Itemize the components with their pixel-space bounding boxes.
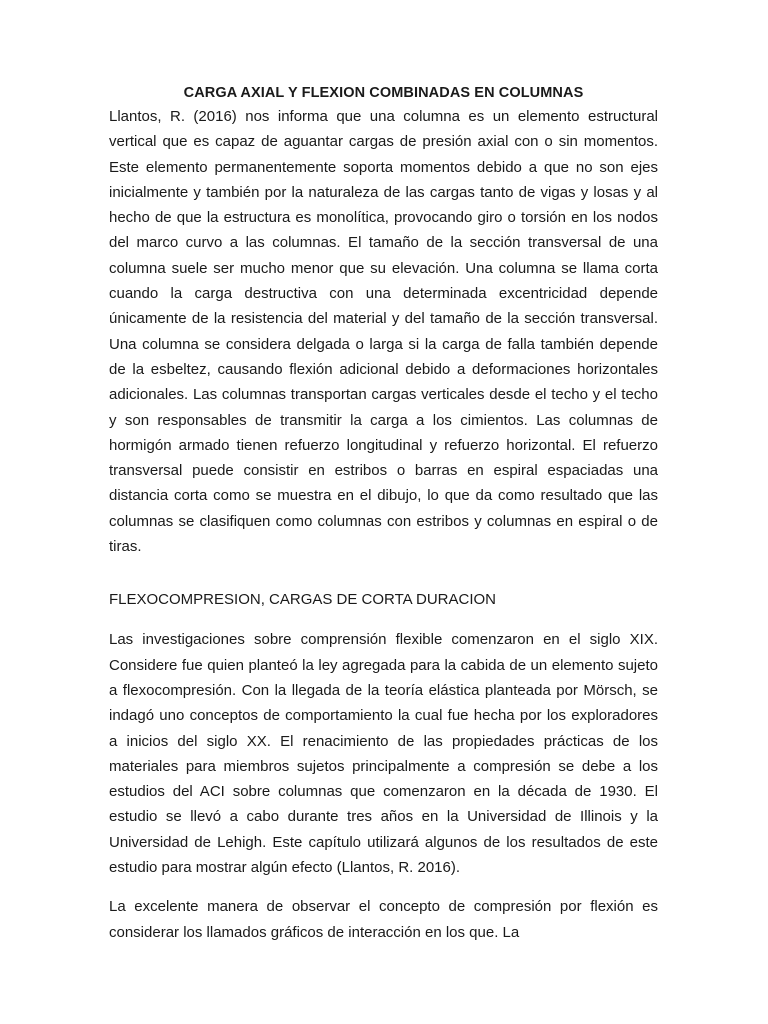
section-heading: FLEXOCOMPRESION, CARGAS DE CORTA DURACION xyxy=(109,591,497,609)
document-page xyxy=(109,83,658,945)
body-paragraph-1: Llantos, R. (2016) nos informa que una columna es un elemento estructural vertical que es capaz de aguantar cargas de presión axial con o sin momentos. Este elemento permanentemente soporta momentos debido a que no son ejes inicialmente y también por la naturaleza de las cargas tanto de vigas y losas y al hecho de que la estructura es monolítica, provocando giro o torsión en los nodos del marco curvo a las columnas. El tamaño de la sección transversal de una columna suele ser mucho menor que su elevación. Una columna se llama corta cuando la carga destructiva con una determinada excentricidad depende únicamente de la resistencia del material y del tamaño de la sección transversal. Una columna se considera delgada o larga si la carga de falla también depende de la esbeltez, causando flexión adicional debido a deformaciones horizontales adicionales. Las columnas transportan cargas verticales desde el techo y el techo y son responsables de transmitir la carga a los cimientos. Las columnas de hormigón armado tienen refuerzo longitudinal y refuerzo horizontal. El refuerzo transversal puede consistir en estribos o barras en espiral espaciadas una distancia corta como se muestra en el dibujo, lo que da como resultado que las columnas se clasifiquen como columnas con estribos y columnas en espiral o de tiras. xyxy=(109,108,658,556)
body-paragraph-2: Las investigaciones sobre comprensión flexible comenzaron en el siglo XIX. Considere fue quien planteó la ley agregada para la cabida de un elemento sujeto a flexocompresión. Con la llegada de la teoría elástica planteada por Mörsch, se indagó uno conceptos de comportamiento la cual fue hecha por los exploradores a inicios del siglo XX. El renacimiento de las propiedades prácticas de los materiales para miembros sujetos principalmente a compresión se debe a los estudios del ACI sobre columnas que comenzaron en la década de 1930. El estudio se llevó a cabo durante tres años en la Universidad de Illinois y la Universidad de Lehigh. Este capítulo utilizará algunos de los resultados de este estudio para mostrar algún efecto (Llantos, R. 2016). xyxy=(109,631,658,877)
document-title: CARGA AXIAL Y FLEXION COMBINADAS EN COLUMNAS xyxy=(183,85,584,101)
body-paragraph-3: La excelente manera de observar el concepto de compresión por flexión es considerar los llamados gráficos de interacción en los que. La xyxy=(109,898,658,941)
